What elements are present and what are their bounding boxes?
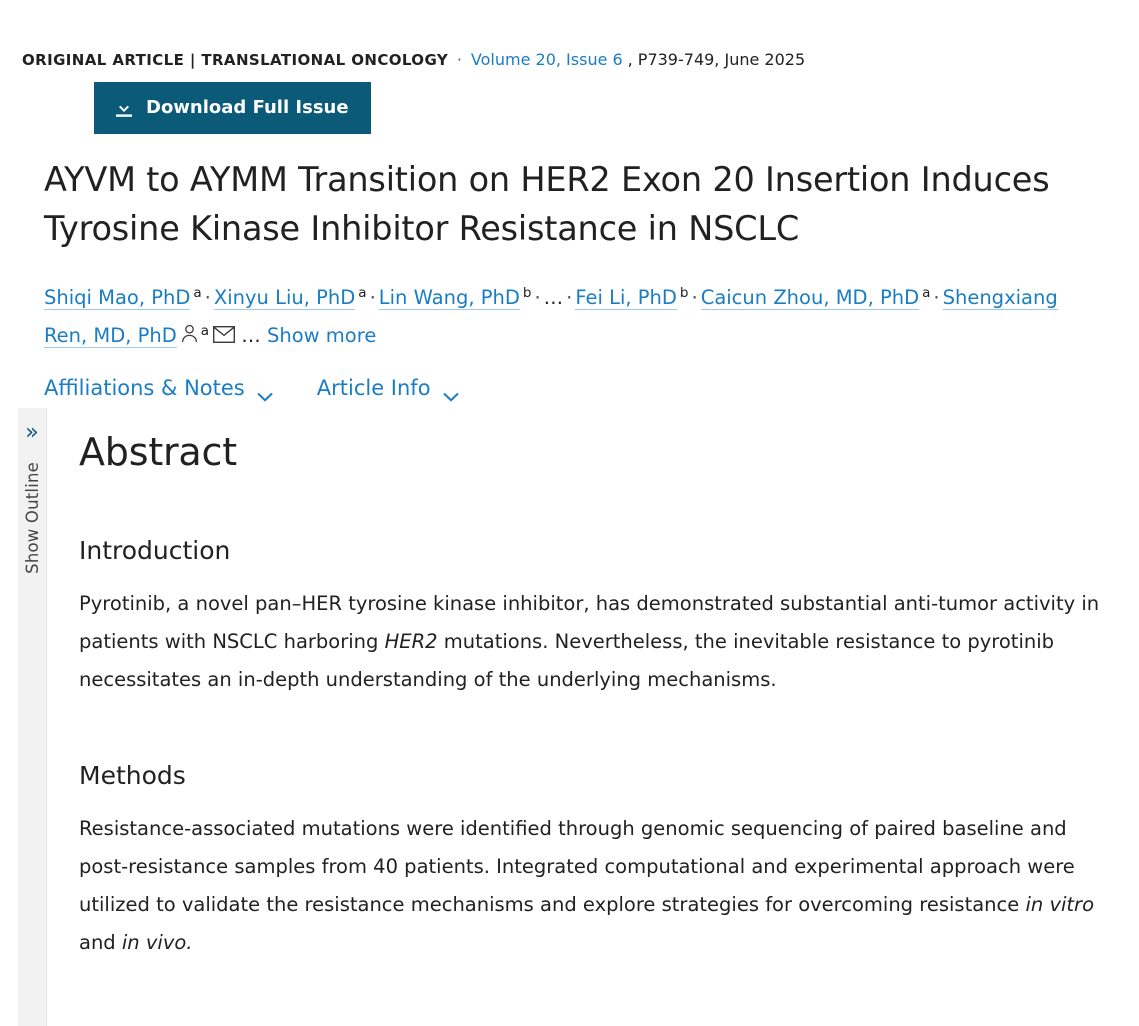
chevron-down-icon <box>443 383 459 393</box>
author-separator: · <box>691 286 698 310</box>
chevron-down-icon <box>257 383 273 393</box>
show-more-authors-link[interactable]: Show more <box>266 324 377 348</box>
author-separator: · <box>204 286 211 310</box>
methods-paragraph <box>79 810 1105 962</box>
download-full-issue-button[interactable] <box>94 82 371 134</box>
abstract-section <box>46 408 1139 1026</box>
author-link[interactable]: Fei Li, PhD <box>575 286 677 310</box>
introduction-paragraph <box>79 585 1105 699</box>
introduction-heading: Introduction <box>79 536 231 565</box>
author-separator: · <box>369 286 376 310</box>
methods-heading: Methods <box>79 761 186 791</box>
text-run: Resistance-associated mutations were identified through genomic sequencing of paired baseline and post-resistance samples from 40 patients. Integrated computational and experimental approach were utilized to validate the resistance mechanisms and explore strategies for overcoming resistance <box>79 817 1075 917</box>
author-link[interactable]: Shengxiang Ren, MD, PhD <box>44 286 1058 348</box>
gene-name-italic: HER2 <box>384 630 438 654</box>
page-range-label: , P739-749, June 2025 <box>627 50 806 69</box>
article-info-label: Article Info <box>316 376 431 401</box>
latin-italic: in vitro <box>1025 893 1094 917</box>
author-affiliation-marker: a <box>193 284 202 301</box>
author-affiliation-marker: a <box>922 284 931 301</box>
page-title: AYVM to AYMM Transition on HER2 Exon 20 Insertion Induces Tyrosine Kinase Inhibitor Resistance in NSCLC <box>44 160 1050 248</box>
author-ellipsis: … <box>543 286 564 310</box>
download-icon <box>112 96 136 120</box>
breadcrumb-separator: · <box>457 51 462 69</box>
author-affiliation-marker: a <box>200 322 210 339</box>
volume-issue-link[interactable]: Volume 20, Issue 6 <box>470 50 623 69</box>
author-affiliation-marker: b <box>522 284 532 301</box>
article-info-toggle[interactable] <box>317 376 459 400</box>
author-link[interactable]: Caicun Zhou, MD, PhD <box>700 286 920 310</box>
article-type-label: ORIGINAL ARTICLE | TRANSLATIONAL ONCOLOGY <box>22 51 449 69</box>
person-icon[interactable] <box>181 318 198 356</box>
text-run: and <box>79 931 122 955</box>
article-header <box>0 0 1139 400</box>
show-outline-rail[interactable] <box>18 408 46 1026</box>
author-link[interactable]: Xinyu Liu, PhD <box>213 286 356 310</box>
abstract-heading: Abstract <box>79 430 237 474</box>
author-link[interactable]: Shiqi Mao, PhD <box>44 286 191 310</box>
latin-italic: in vivo. <box>121 931 193 955</box>
breadcrumb <box>22 40 1117 80</box>
author-list <box>44 279 1095 356</box>
author-affiliation-marker: a <box>358 284 367 301</box>
download-button-label: Download Full Issue <box>146 97 349 118</box>
author-link[interactable]: Lin Wang, PhD <box>378 286 520 310</box>
double-chevron-right-icon[interactable]: » <box>25 420 39 445</box>
author-separator: · <box>933 286 940 310</box>
affiliations-and-notes-toggle[interactable] <box>44 376 273 400</box>
affiliations-label: Affiliations & Notes <box>44 376 245 401</box>
text-run: mutations. Nevertheless, the inevitable resistance to pyrotinib necessitates an in-depth understanding of the underlying mechanisms. <box>79 630 1055 692</box>
author-ellipsis-2: … <box>241 324 261 348</box>
envelope-icon[interactable] <box>213 318 235 356</box>
text-run: Pyrotinib, a novel pan–HER tyrosine kinase inhibitor, has demonstrated substantial anti-tumor activity in patients with NSCLC harboring <box>79 592 1100 654</box>
show-outline-label: Show Outline <box>22 462 42 574</box>
author-separator: · <box>566 286 573 310</box>
author-affiliation-marker: b <box>679 284 689 301</box>
disclosure-row <box>44 376 1095 400</box>
author-separator: · <box>534 286 541 310</box>
